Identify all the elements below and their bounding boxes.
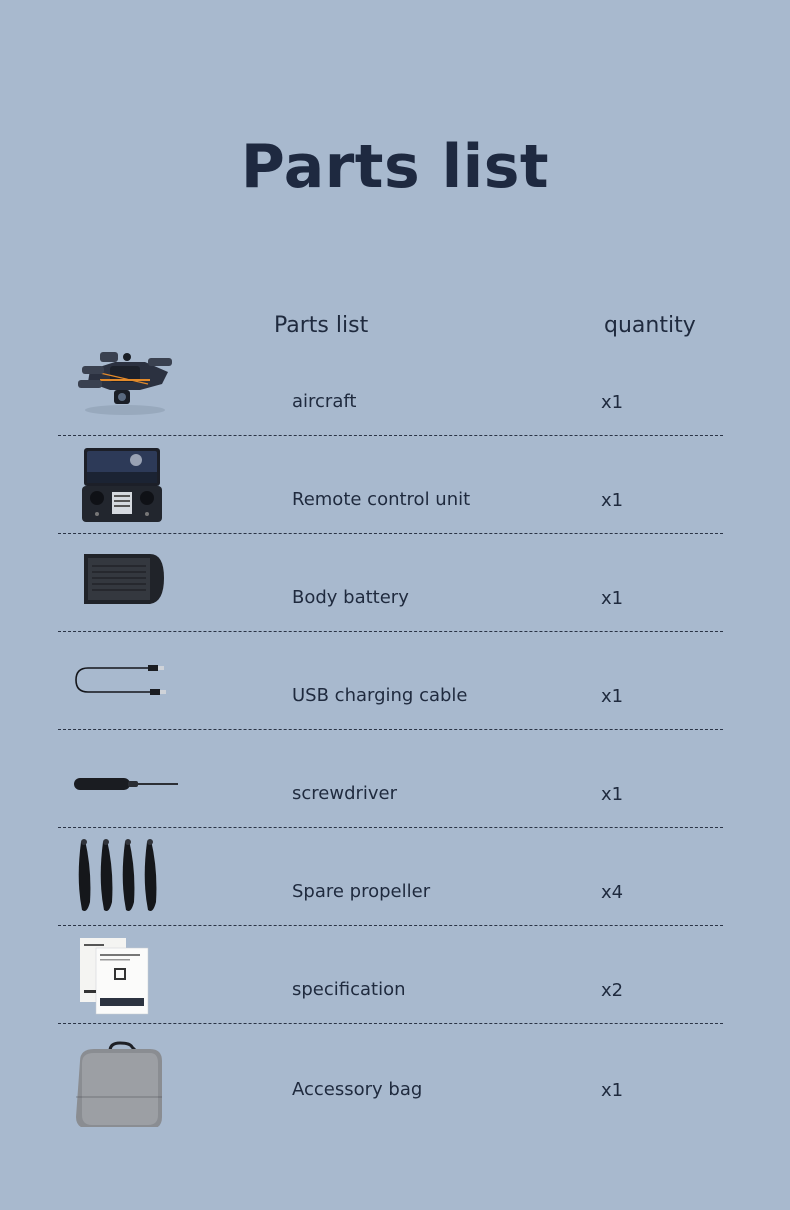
table-row	[58, 340, 723, 438]
drone-icon	[70, 340, 180, 430]
part-quantity: x4	[601, 882, 624, 903]
row-divider	[58, 827, 723, 828]
row-divider	[58, 729, 723, 730]
page-title: Parts list	[240, 132, 550, 202]
part-name: specification	[292, 979, 406, 1000]
part-name: screwdriver	[292, 783, 398, 804]
battery-icon	[70, 536, 180, 626]
screwdriver-icon	[70, 732, 180, 822]
part-name: Accessory bag	[292, 1079, 423, 1100]
table-row	[58, 928, 723, 1026]
column-header-parts: Parts list	[274, 313, 369, 338]
manual-icon	[70, 928, 180, 1018]
table-row	[58, 634, 723, 732]
row-divider	[58, 1023, 723, 1024]
part-quantity: x1	[601, 588, 624, 609]
part-quantity: x1	[601, 490, 624, 511]
accessory-bag-icon	[70, 1037, 180, 1127]
table-row	[58, 1037, 723, 1135]
part-quantity: x1	[601, 392, 624, 413]
part-name: Remote control unit	[292, 489, 471, 510]
propeller-icon	[70, 830, 180, 920]
row-divider	[58, 631, 723, 632]
part-quantity: x1	[601, 784, 624, 805]
table-row	[58, 732, 723, 830]
table-row	[58, 438, 723, 536]
row-divider	[58, 925, 723, 926]
part-name: Body battery	[292, 587, 409, 608]
row-divider	[58, 533, 723, 534]
table-row	[58, 830, 723, 928]
table-row	[58, 536, 723, 634]
remote-controller-icon	[70, 438, 180, 528]
part-name: aircraft	[292, 391, 357, 412]
row-divider	[58, 435, 723, 436]
part-quantity: x2	[601, 980, 624, 1001]
column-header-quantity: quantity	[604, 313, 696, 338]
part-quantity: x1	[601, 1080, 624, 1101]
part-quantity: x1	[601, 686, 624, 707]
part-name: Spare propeller	[292, 881, 431, 902]
usb-cable-icon	[70, 634, 180, 724]
part-name: USB charging cable	[292, 685, 468, 706]
